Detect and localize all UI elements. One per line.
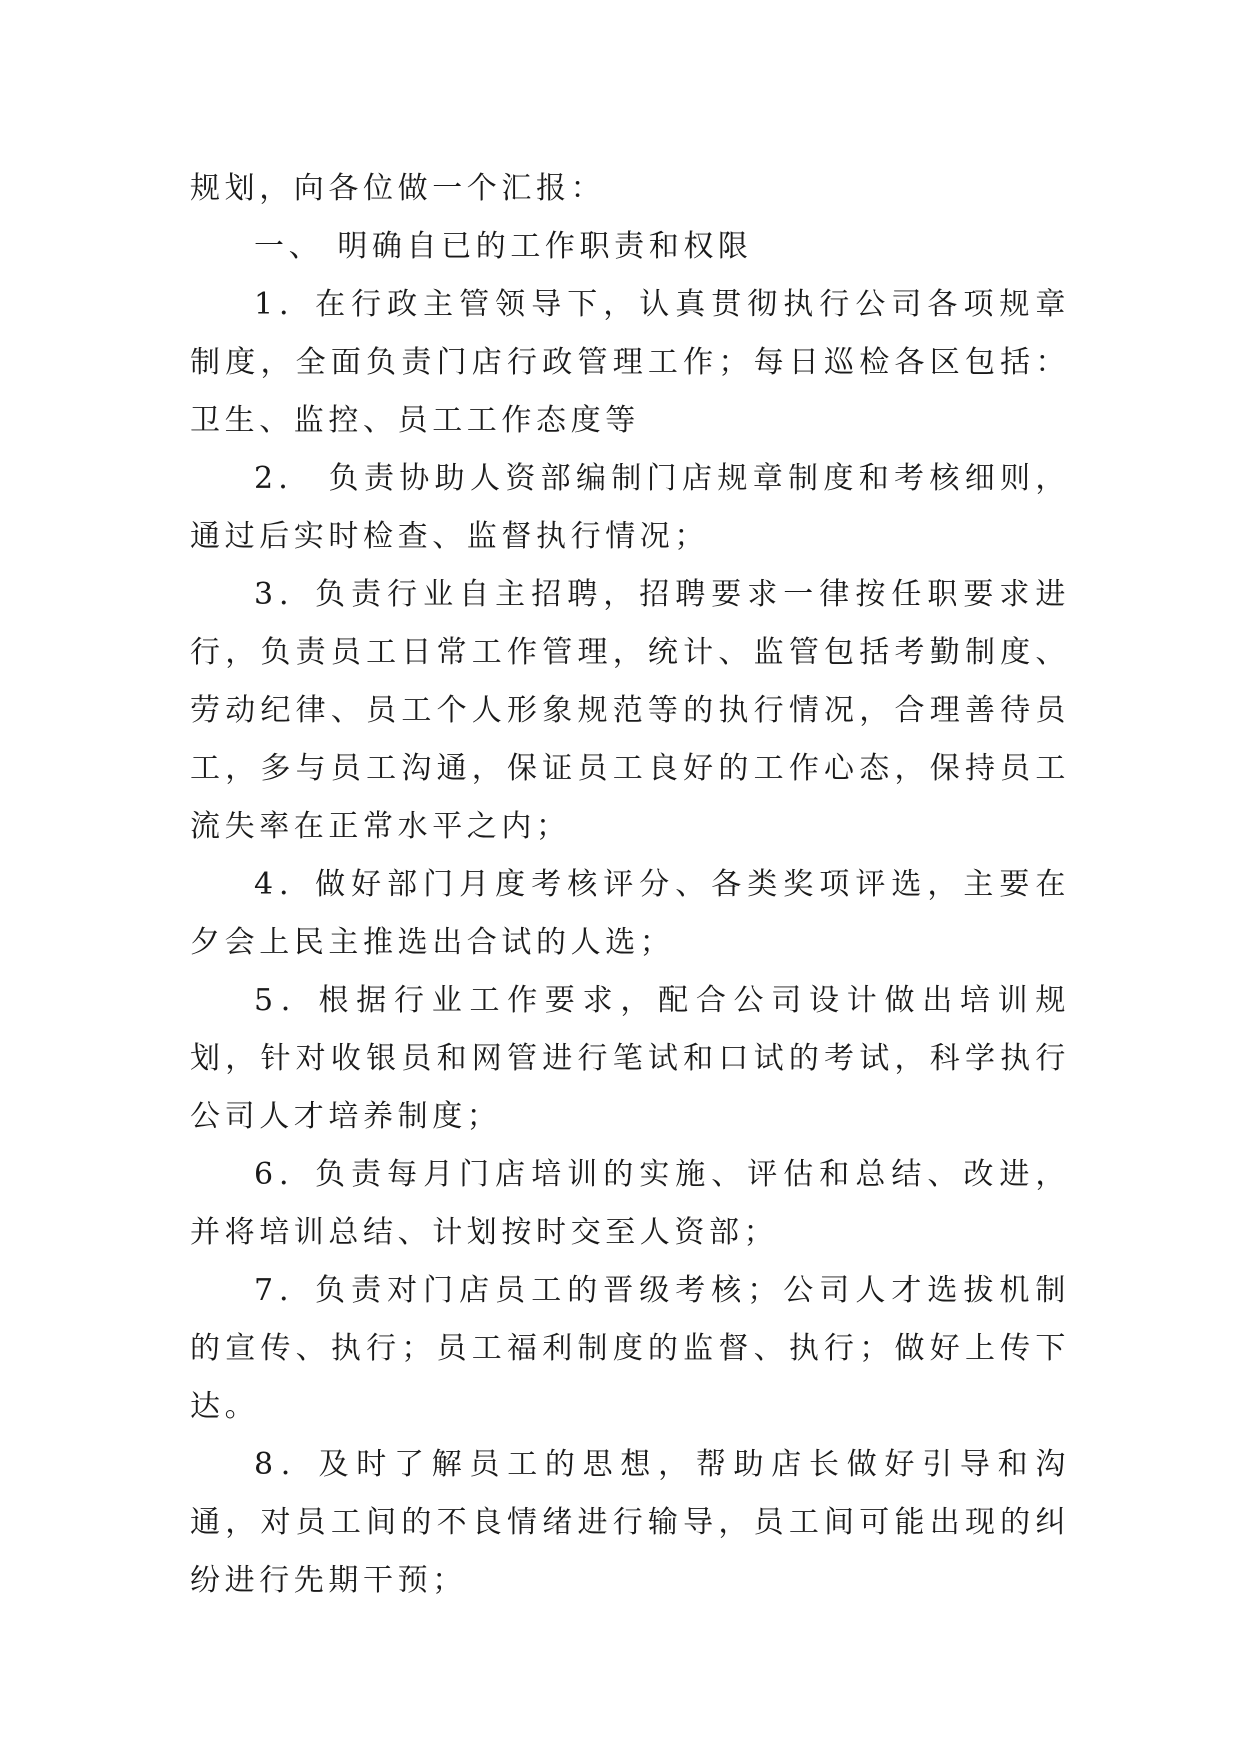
list-item: 8．及时了解员工的思想，帮助店长做好引导和沟通，对员工间的不良情绪进行输导，员工间可能出现的纠纷进行先期干预； [190, 1447, 1070, 1598]
list-item: 1．在行政主管领导下，认真贯彻执行公司各项规章制度，全面负责门店行政管理工作；每日巡检各区包括：卫生、监控、员工工作态度等 [190, 287, 1070, 438]
list-item: 7．负责对门店员工的晋级考核；公司人才选拔机制的宣传、执行；员工福利制度的监督、执行；做好上传下达。 [190, 1273, 1070, 1424]
list-item: 2． 负责协助人资部编制门店规章制度和考核细则，通过后实时检查、监督执行情况； [190, 461, 1070, 554]
list-item: 3．负责行业自主招聘，招聘要求一律按任职要求进行，负责员工日常工作管理，统计、监管包括考勤制度、劳动纪律、员工个人形象规范等的执行情况，合理善待员工，多与员工沟通，保证员工良好的工作心态，保持员工流失率在正常水平之内； [190, 577, 1070, 844]
list-item: 4．做好部门月度考核评分、各类奖项评选，主要在夕会上民主推选出合试的人选； [190, 867, 1070, 960]
list-item: 5．根据行业工作要求，配合公司设计做出培训规划，针对收银员和网管进行笔试和口试的考试，科学执行公司人才培养制度； [190, 983, 1070, 1134]
section-heading: 一、 明确自已的工作职责和权限 [254, 229, 753, 264]
list-item: 6．负责每月门店培训的实施、评估和总结、改进，并将培训总结、计划按时交至人资部； [190, 1157, 1070, 1250]
document-page [190, 160, 1070, 1610]
lead-paragraph: 规划，向各位做一个汇报： [190, 171, 606, 206]
